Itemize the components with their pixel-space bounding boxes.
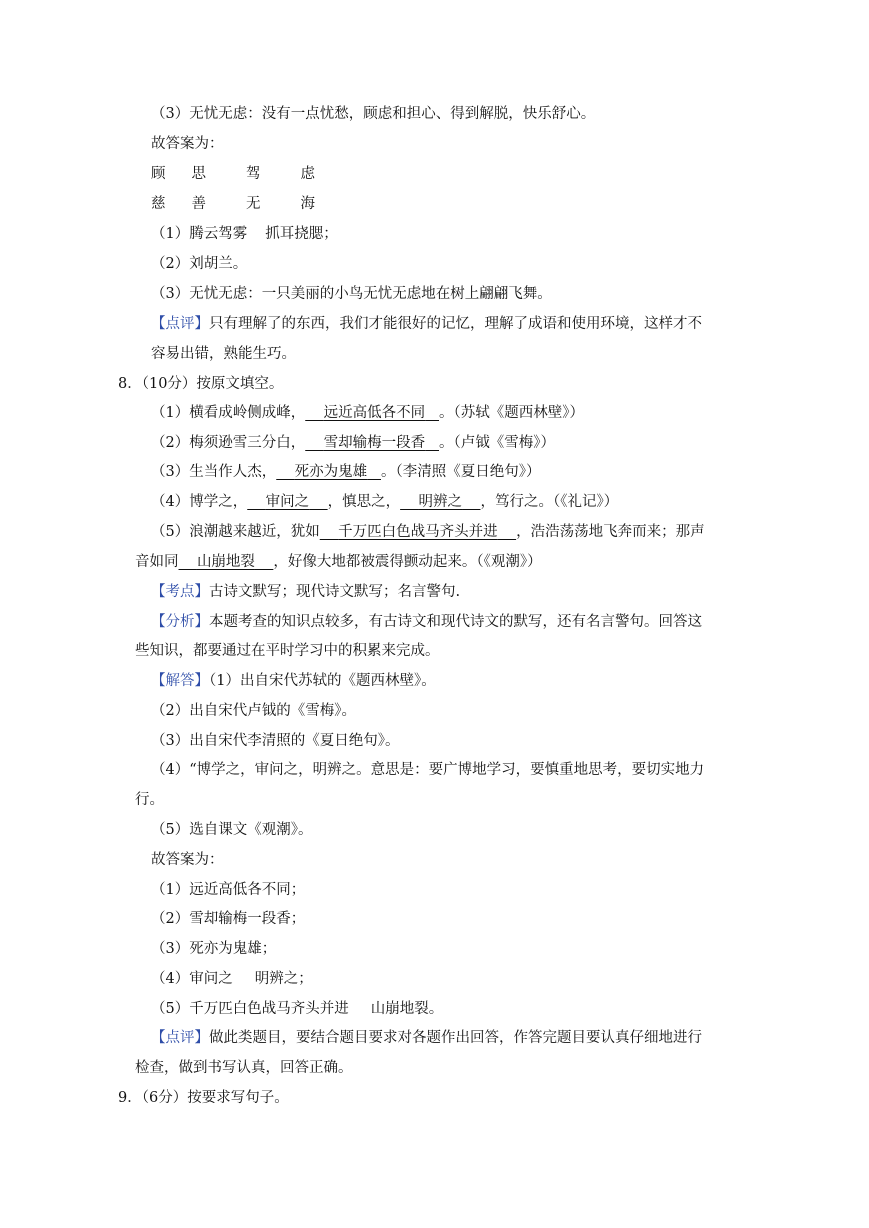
question-8-title: 8．（10分）按原文填空。 [118, 376, 284, 392]
text-line: 些知识，都要通过在平时学习中的积累来完成。 [135, 643, 440, 659]
dianping-line: 【点评】做此类题目，要结合题目要求对各题作出回答，作答完题目要认真仔细地进行 [151, 1030, 702, 1046]
answer-grid-row-1 [151, 164, 315, 184]
text-line: （4）“博学之，审问之，明辨之。意思是：要广博地学习，要慎重地思考，要切实地力 [151, 762, 705, 778]
answer-blank: 死亦为鬼雄 [294, 464, 368, 480]
review-tag: 【点评】 [151, 316, 209, 332]
grid-char: 海 [300, 196, 315, 212]
fenxi-tag: 【分析】 [151, 614, 209, 630]
answer-blank: 山崩地裂 [196, 554, 255, 570]
text-line: 检查，做到书写认真，回答正确。 [135, 1060, 353, 1076]
fill-item-1: （1）横看成岭侧成峰， 远近高低各不同 。（苏轼《题西林壁》） [151, 405, 584, 421]
text-line: （3）出自宋代李清照的《夏日绝句》。 [151, 733, 400, 749]
fill-item-3: （3）生当作人杰， 死亦为鬼雄 。（李清照《夏日绝句》） [151, 464, 541, 480]
grid-char: 善 [191, 196, 206, 212]
answer-blank: 明辨之 [418, 494, 463, 510]
grid-char: 思 [191, 166, 206, 182]
text-line: （4）审问之 明辨之； [151, 971, 313, 987]
answer-blank: 远近高低各不同 [323, 405, 426, 421]
fenxi-line: 【分析】本题考查的知识点较多，有古诗文和现代诗文的默写，还有名言警句。回答这 [151, 614, 702, 630]
answer-blank: 千万匹白色战马齐头并进 [338, 524, 498, 540]
text-line: （3）死亦为鬼雄； [151, 941, 277, 957]
text-line: 故答案为： [151, 136, 224, 152]
text-line: （5）选自课文《观潮》。 [151, 822, 313, 838]
grid-char: 虑 [300, 166, 315, 182]
jieda-tag: 【解答】 [151, 673, 209, 689]
kaodian-tag: 【考点】 [151, 584, 209, 600]
text-line: （2）出自宋代卢钺的《雪梅》。 [151, 703, 356, 719]
fill-item-2: （2）梅须逊雪三分白， 雪却输梅一段香 。（卢钺《雪梅》） [151, 435, 555, 451]
kaodian-line: 【考点】古诗文默写；现代诗文默写；名言警句. [151, 584, 461, 600]
text-line: 故答案为： [151, 852, 224, 868]
fill-item-5-cont: 音如同 山崩地裂 ，好像大地都被震得颤动起来。（《观潮》） [135, 554, 542, 570]
answer-blank: 审问之 [265, 494, 310, 510]
answer-blank: 雪却输梅一段香 [323, 435, 426, 451]
grid-char: 无 [246, 196, 261, 212]
dianping-tag: 【点评】 [151, 1030, 209, 1046]
grid-char: 顾 [151, 166, 166, 182]
text-line: （3）无忧无虑：没有一点忧愁，顾虑和担心、得到解脱，快乐舒心。 [151, 106, 596, 122]
fill-item-5: （5）浪潮越来越近，犹如 千万匹白色战马齐头并进 ，浩浩荡荡地飞奔而来；那声 [151, 524, 705, 540]
text-line: 行。 [135, 792, 164, 808]
fill-item-4: （4）博学之， 审问之 ，慎思之， 明辨之 ，笃行之。（《礼记》） [151, 494, 619, 510]
answer-grid-row-2 [151, 194, 315, 214]
text-line: （2）雪却输梅一段香； [151, 911, 306, 927]
text-line: （1）远近高低各不同； [151, 882, 306, 898]
text-line: （2）刘胡兰。 [151, 256, 248, 272]
text-line: （5）千万匹白色战马齐头并进 山崩地裂。 [151, 1001, 444, 1017]
text-line: 容易出错，熟能生巧。 [151, 346, 296, 362]
jieda-line: 【解答】（1）出自宋代苏轼的《题西林壁》。 [151, 673, 436, 689]
question-9-title: 9．（6分）按要求写句子。 [118, 1090, 289, 1106]
text-line: （1）腾云驾雾 抓耳挠腮； [151, 226, 338, 242]
review-line: 【点评】只有理解了的东西，我们才能很好的记忆，理解了成语和使用环境，这样才不 [151, 316, 702, 332]
grid-char: 驾 [246, 166, 261, 182]
text-line: （3）无忧无虑：一只美丽的小鸟无忧无虑地在树上翩翩飞舞。 [151, 286, 552, 302]
grid-char: 慈 [151, 196, 166, 212]
